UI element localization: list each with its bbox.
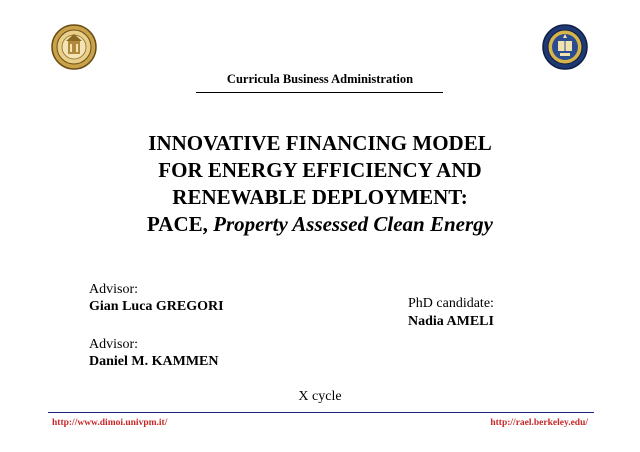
candidate-label: PhD candidate: (408, 296, 494, 311)
header-divider (196, 92, 443, 93)
title-line-1: INNOVATIVE FINANCING MODEL (148, 131, 492, 155)
advisor-1-label: Advisor: (89, 282, 138, 297)
title-line-4 (0, 211, 640, 238)
presentation-title (0, 130, 640, 238)
university-seal-icon (51, 24, 97, 70)
title-line-3: RENEWABLE DEPLOYMENT: (172, 185, 468, 209)
candidate-name: Nadia AMELI (408, 314, 494, 329)
title-line-4-prefix: PACE, (147, 212, 214, 236)
curricula-heading: Curricula Business Administration (226, 72, 414, 86)
footer-right-link[interactable]: http://rael.berkeley.edu/ (490, 418, 588, 428)
advisor-1-name: Gian Luca GREGORI (89, 299, 224, 314)
title-line-4-italic: Property Assessed Clean Energy (213, 212, 493, 236)
footer-left-link[interactable]: http://www.dimoi.univpm.it/ (52, 418, 168, 428)
title-line-2: FOR ENERGY EFFICIENCY AND (158, 158, 482, 182)
advisor-2-label: Advisor: (89, 337, 138, 352)
footer-divider (48, 412, 594, 413)
advisor-2-name: Daniel M. KAMMEN (89, 354, 219, 369)
cycle-label: X cycle (298, 389, 342, 404)
berkeley-seal-icon (542, 24, 588, 70)
